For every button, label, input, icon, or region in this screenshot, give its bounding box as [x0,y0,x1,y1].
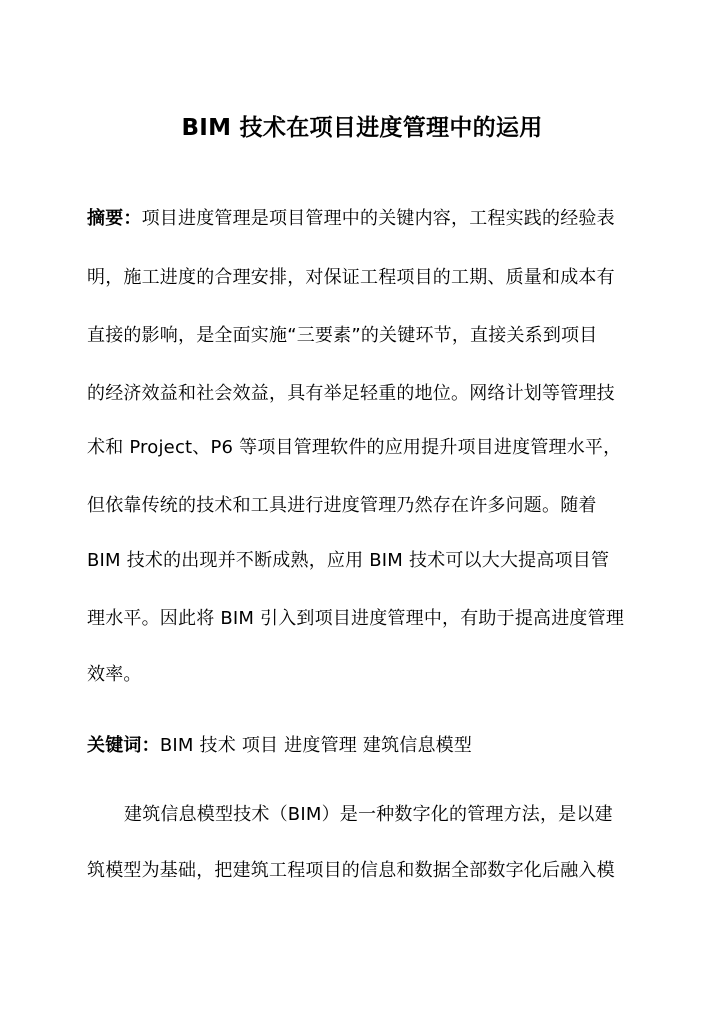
abstract-line: 明，施工进度的合理安排，对保证工程项目的工期、质量和成本有 [87,267,615,288]
abstract-line: BIM 技术的出现并不断成熟，应用 BIM 技术可以大大提高项目管 [87,550,610,571]
body-paragraph-line: 筑模型为基础，把建筑工程项目的信息和数据全部数字化后融入模 [87,860,615,881]
abstract-line [87,206,667,232]
keywords-text: BIM 技术 项目 进度管理 建筑信息模型 [159,735,473,756]
abstract-text: 项目进度管理是项目管理中的关键内容，工程实践的经验表 [141,208,615,229]
abstract-line: 直接的影响，是全面实施“三要素”的关键环节，直接关系到项目 [87,325,598,346]
abstract-line: 理水平。因此将 BIM 引入到项目进度管理中，有助于提高进度管理 [87,608,625,629]
document-title: BIM 技术在项目进度管理中的运用 [181,115,543,141]
abstract-line: 效率。 [87,664,142,685]
abstract-line: 术和 Project、P6 等项目管理软件的应用提升项目进度管理水平， [87,437,622,458]
body-paragraph-line: 建筑信息模型技术（BIM）是一种数字化的管理方法，是以建 [124,804,613,825]
keywords-line [87,733,667,759]
keywords-label: 关键词： [87,735,160,756]
abstract-line: 但依靠传统的技术和工具进行进度管理乃然存在许多问题。随着 [87,495,597,516]
abstract-label: 摘要： [87,208,142,229]
abstract-line: 的经济效益和社会效益，具有举足轻重的地位。网络计划等管理技 [87,383,615,404]
